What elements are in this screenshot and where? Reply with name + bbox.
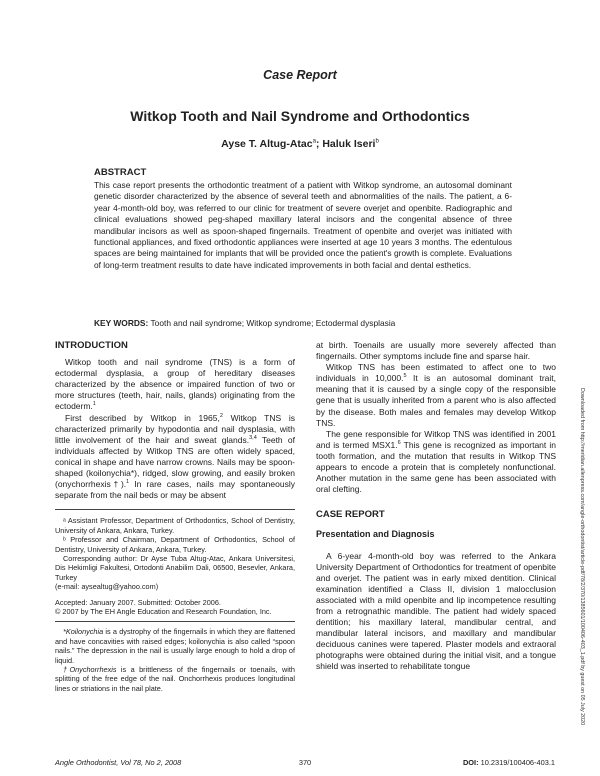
citation[interactable]: 5	[403, 373, 407, 380]
author-name: Ayse T. Altug-Atac	[221, 138, 313, 150]
footnote-email[interactable]: (e-mail: aysealtug@yahoo.com)	[55, 582, 159, 592]
citation[interactable]: 1	[126, 479, 130, 486]
keywords	[94, 318, 512, 329]
footer-doi[interactable]: DOI: 10.2319/100406-403.1	[462, 758, 555, 767]
intro-paragraph: Witkop TNS has been estimated to affect one to two individuals in 10,000.$^5$ It is an autosomal dominant trait, meaning that it is caused by a single copy of the responsible gene that is usually inherited from a parent who is also affected by the disease. Both males and females may develop Witkop TNS.	[316, 362, 557, 428]
citation[interactable]: 1	[92, 401, 96, 408]
citation[interactable]: 3,4	[249, 434, 257, 441]
intro-heading: INTRODUCTION	[55, 340, 128, 351]
left-column	[55, 340, 295, 693]
footnote-koilonychia: *Koilonychia is a dystrophy of the fingernails in which they are flattened and have concavities with raised edges; koilonychia is also called “spoon nails.” The depression in the nail is usually large enough to hold a drop of liquid.	[55, 627, 295, 665]
section-label: Case Report	[263, 68, 337, 82]
keywords-label: KEY WORDS:	[94, 318, 149, 328]
footnote-corresponding: Corresponding author: Dr Ayse Tuba Altug-Atac, Ankara Universitesi, Dis Hekimligi Fakultesi, Ortodonti Anabilim Dali, 06500, Besevler, Ankara, Turkey	[55, 553, 295, 582]
footnote-dates: Accepted: January 2007. Submitted: October 2006.	[55, 597, 221, 607]
author-list	[0, 138, 600, 150]
citation[interactable]: 6	[397, 440, 401, 447]
keywords-list: Tooth and nail syndrome; Witkop syndrome; Ectodermal dysplasia	[150, 318, 396, 328]
presentation-subheading: Presentation and Diagnosis	[316, 529, 435, 540]
footnote-affiliation: ᵃ Assistant Professor, Department of Orthodontics, School of Dentistry, University of Ankara, Ankara, Turkey.	[55, 516, 295, 535]
citation[interactable]: 2	[219, 412, 223, 419]
intro-paragraph-continued: at birth. Toenails are usually more severely affected than fingernails. Other symptoms include fine and sparse hair.	[316, 340, 556, 362]
author-name: Haluk Iseri	[322, 138, 376, 150]
case-paragraph: A 6-year 4-month-old boy was referred to the Ankara University Department of Orthodontics for treatment of openbite and overjet. The patient was in early mixed dentition. Clinical examination identified a Class II, division 1 malocclusion associated with a mild openbite and lip incompetence resulting from a retrognathic mandible. The patient had widely spaced dentition; his maxillary lateral, mandibular central, and mandibular lateral incisors, and maxillary and mandibular deciduous canines were tapered. Plaster models and extraoral photographs were obtained during the initial visit, and a tongue shield was inserted to rehabilitate tongue	[316, 550, 556, 672]
intro-paragraph: First described by Witkop in 1965,$^2$ Witkop TNS is characterized primarily by hypodontia and nail dysplasia, with little involvement of the hair and sweat glands.$^{3,4}$ Teeth of individuals affected by Witkop TNS are often widely spaced, conical in shape and have narrow crowns. Nails may be spoon-shaped (koilonychia*), ridged, slow growing, and easily broken (onychorrhexis†).$^1$ In rare cases, nails may spontaneously separate from the nail beds or may be absent	[55, 412, 296, 501]
abstract-heading: ABSTRACT	[94, 167, 147, 178]
article-title: Witkop Tooth and Nail Syndrome and Orthodontics	[130, 108, 470, 124]
footnote-copyright: © 2007 by The EH Angle Education and Research Foundation, Inc.	[55, 606, 272, 616]
footer-page-number: 370	[298, 758, 312, 767]
author-affiliation-mark: a	[312, 138, 316, 145]
intro-paragraph: Witkop tooth and nail syndrome (TNS) is a form of ectodermal dysplasia, a group of hereditary diseases characterized by the absence or impaired function of two or more structures (teeth, hair, nails, glands) originating from the ectoderm.$^1$	[55, 357, 295, 412]
case-report-heading: CASE REPORT	[316, 509, 385, 521]
footnotes	[55, 509, 295, 693]
author-affiliation-mark: b	[375, 138, 379, 145]
abstract-text: This case report presents the orthodontic treatment of a patient with Witkop syndrome, an autosomal dominant genetic disorder characterized by the absence of several teeth and abnormalities of the nails. The patient, a 6-year 4-month-old boy, was referred to our clinic for treatment of severe overjet and openbite. Radiographic and clinical evaluations showed peg-shaped maxillary lateral incisors and the congenital absence of three mandibular incisors as well as spoon-shaped fingernails. Treatment of openbite and overjet was initiated with functional appliances, and fixed orthodontic appliances were inserted at age 10 years 3 months. The edentulous spaces are being maintained for implants that will be provided once the patient's growth is complete. Evaluations of long-term treatment results to date have indicated improvements in both facial and dental esthetics.	[94, 180, 512, 270]
footer-journal: Angle Orthodontist, Vol 78, No 2, 2008	[55, 758, 182, 767]
footnote-onychorrhexis: †Onychorrhexis is a brittleness of the fingernails or toenails, with splitting of the free edge of the nail. Onchorrhexis produces longitudinal lines or striations in the nail plate.	[55, 665, 295, 693]
author-separator: ;	[315, 138, 323, 150]
intro-paragraph: The gene responsible for Witkop TNS was identified in 2001 and is termed MSX1.$^6$ This gene is recognized as important in tooth formation, and the mutation that results in Witkop TNS appears to encode a protein that is completely nonfunctional. Another mutation in the same gene has been associated with oral clefting.	[316, 428, 556, 495]
footnote-affiliation: ᵇ Professor and Chairman, Department of Orthodontics, School of Dentistry, University of Ankara, Ankara, Turkey.	[55, 535, 295, 554]
right-column	[316, 340, 556, 673]
download-watermark: Downloaded from http://meridian.allenpress.com/angle-orthodontist/article-pdf/78/2/370/1385601/100406-403_1.pdf by guest on 05 July 2020	[579, 388, 585, 726]
